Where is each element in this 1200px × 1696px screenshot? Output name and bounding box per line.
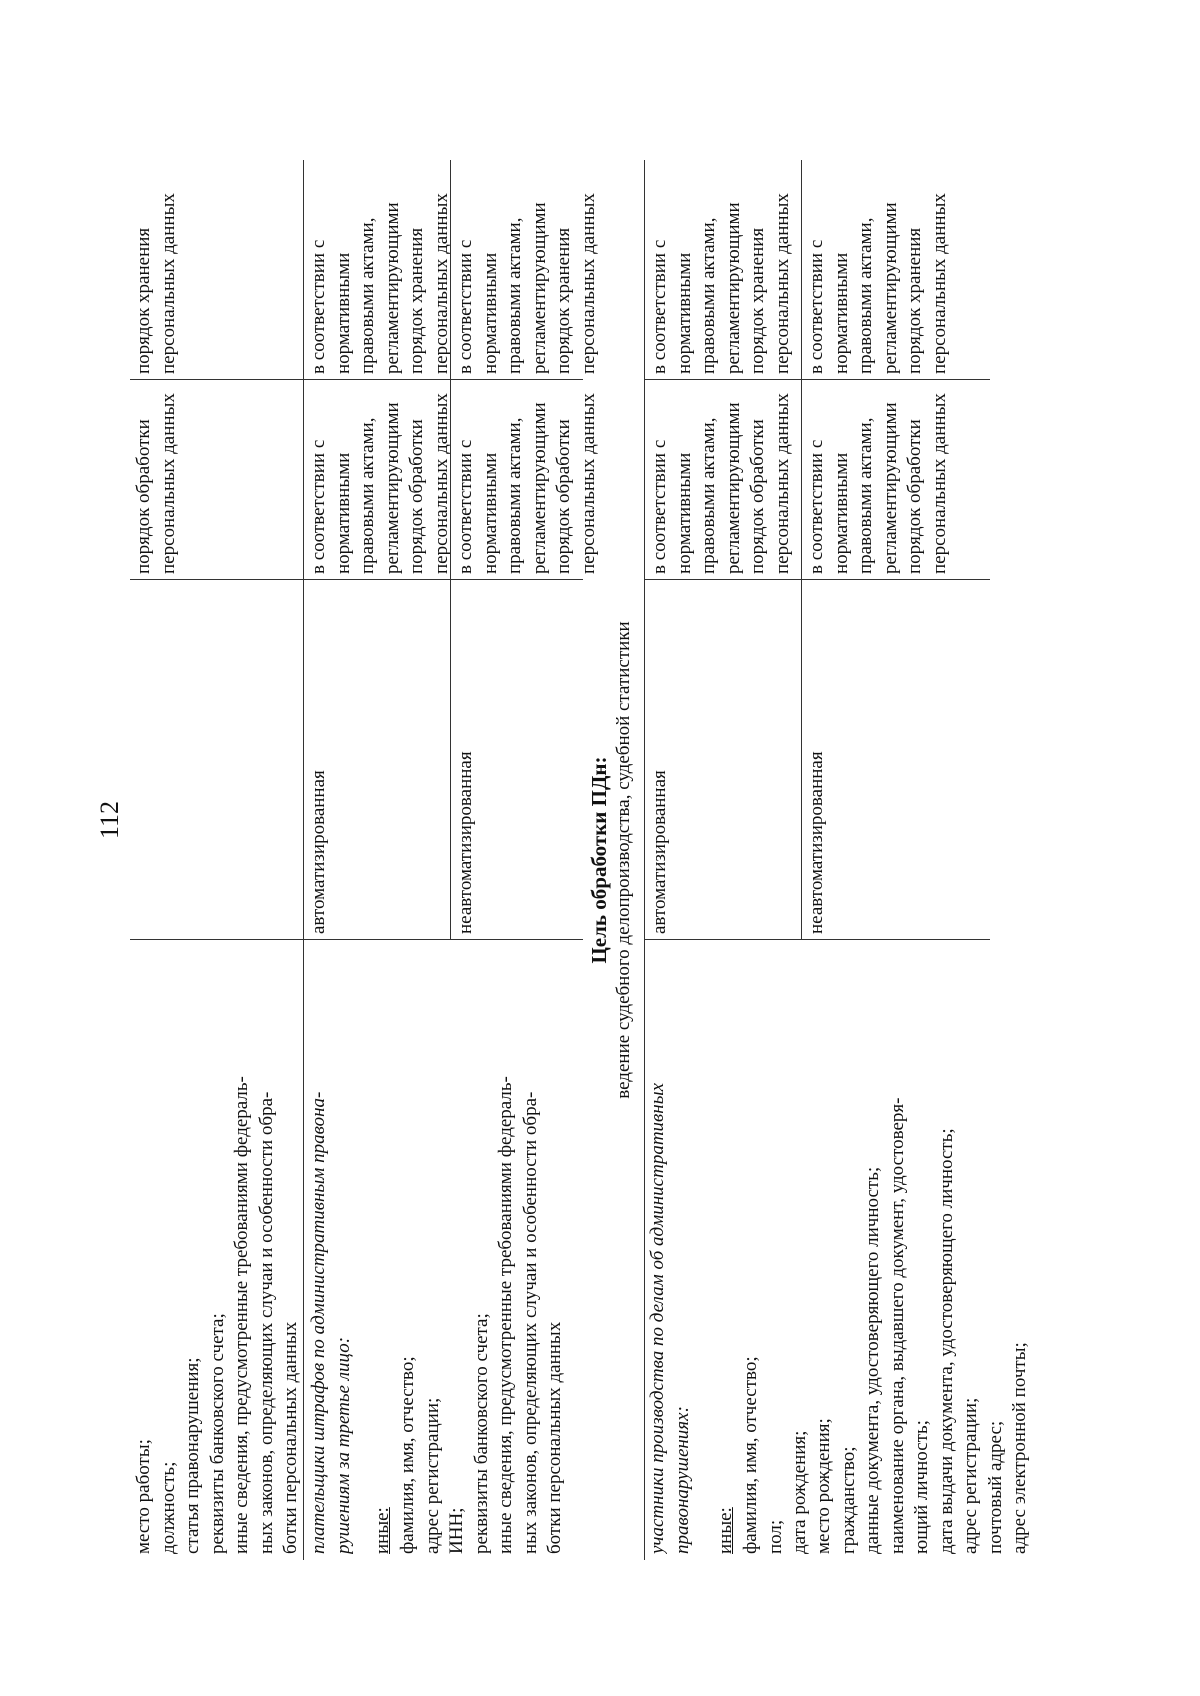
header-line: плательщики штрафов по административным правона- — [308, 1091, 329, 1554]
list-item: ных законов, определяющих случаи и особенности обра- — [255, 1091, 277, 1554]
list-item: дата выдачи документа, удостоверяющего личность; — [935, 1128, 957, 1554]
column-divider — [303, 939, 583, 940]
list-item: пол; — [764, 1519, 786, 1554]
storage-terms — [307, 164, 454, 374]
list-item: данные документа, удостоверяющего личность; — [862, 1166, 883, 1554]
column-divider — [644, 379, 990, 380]
term-line: порядок обработки — [747, 419, 768, 574]
table-block-participants — [644, 160, 1030, 1560]
column-divider — [130, 579, 303, 580]
term-line: в соответствии с — [649, 439, 670, 574]
column-divider — [644, 579, 990, 580]
list-item: фамилия, имя, отчество; — [397, 1356, 418, 1554]
header-line: правонарушениях: — [671, 1406, 693, 1554]
term-line: регламентирующими — [528, 402, 550, 574]
term-line: в соответствии с — [308, 239, 329, 374]
list-item: ботки персональных данных — [544, 1321, 565, 1554]
processing-header — [132, 384, 181, 574]
term-line: нормативными — [479, 452, 501, 574]
processing-purpose — [586, 160, 642, 1560]
term-line: регламентирующими — [879, 202, 901, 374]
term-line: порядок обработки — [904, 419, 925, 574]
term-line: порядок хранения — [406, 227, 427, 374]
processing-terms — [805, 384, 952, 574]
term-line: регламентирующими — [381, 202, 403, 374]
term-line: регламентирующими — [381, 402, 403, 574]
term-line: в соответствии с — [806, 439, 827, 574]
term-line: регламентирующими — [722, 202, 744, 374]
storage-terms — [648, 164, 795, 374]
processing-method: автоматизированная — [308, 770, 329, 934]
row-divider — [303, 160, 304, 1560]
category-list — [132, 944, 304, 1554]
storage-terms — [454, 164, 601, 374]
list-item: адрес регистрации; — [421, 1397, 443, 1554]
term-line: персональных данных — [771, 393, 793, 574]
storage-header — [132, 164, 181, 374]
list-item: почтовый адрес; — [984, 1420, 1006, 1554]
list-item: иные сведения, предусмотренные требованиями федераль- — [231, 1076, 252, 1554]
term-line: порядок хранения — [747, 227, 768, 374]
sub-label: иные: — [715, 1507, 736, 1554]
column-divider — [644, 939, 990, 940]
page-number-text: 112 — [95, 800, 124, 840]
header-line: участники производства по делам об административных — [647, 1082, 668, 1554]
processing-terms — [307, 384, 454, 574]
term-line: регламентирующими — [722, 402, 744, 574]
term-line: нормативными — [479, 252, 501, 374]
term-line: правовыми актами, — [855, 217, 876, 374]
page-number — [95, 790, 125, 850]
term-line: нормативными — [673, 252, 695, 374]
list-item: иные сведения, предусмотренные требованиями федераль- — [495, 1076, 516, 1554]
purpose-title: Цель обработки ПДн: — [587, 756, 611, 964]
term-line: персональных данных — [577, 193, 599, 374]
storage-terms — [805, 164, 952, 374]
list-item: гражданство; — [837, 1446, 859, 1554]
term-line: правовыми актами, — [357, 417, 378, 574]
term-line: в соответствии с — [455, 239, 476, 374]
term-line: правовыми актами, — [855, 417, 876, 574]
term-line: порядок хранения — [553, 227, 574, 374]
term-line: регламентирующими — [879, 402, 901, 574]
subject-category-header — [646, 944, 695, 1554]
row-divider — [450, 160, 451, 940]
list-item: реквизиты банковского счета; — [470, 1313, 492, 1554]
list-item: статья правонарушения; — [182, 1357, 203, 1554]
list-item: место рождения; — [813, 1418, 834, 1554]
header-line: рушениям за третье лицо: — [332, 1336, 354, 1554]
term-line: в соответствии с — [806, 239, 827, 374]
processing-terms — [454, 384, 601, 574]
term-line: персональных данных — [928, 393, 950, 574]
category-list — [396, 944, 445, 1554]
subject-category-header — [307, 944, 356, 1554]
row-divider — [801, 160, 802, 940]
list-item: ных законов, определяющих случаи и особенности обра- — [519, 1091, 541, 1554]
column-divider — [130, 379, 303, 380]
purpose-text: ведение судебного делопроизводства, судебной статистики — [613, 621, 634, 1099]
term-line: нормативными — [830, 252, 852, 374]
term-line: персональных данных — [430, 393, 452, 574]
list-item: наименование органа, выдавшего документ, удостоверя- — [886, 1097, 908, 1554]
processing-method: неавтоматизированная — [806, 751, 827, 934]
header-line: персональных данных — [157, 193, 179, 374]
term-line: правовыми актами, — [698, 217, 719, 374]
category-list — [445, 944, 568, 1554]
term-line: правовыми актами, — [504, 417, 525, 574]
term-line: правовыми актами, — [698, 417, 719, 574]
term-line: порядок хранения — [904, 227, 925, 374]
processing-method: неавтоматизированная — [455, 751, 476, 934]
sub-label: иные: — [372, 1507, 393, 1554]
list-item: ИНН; — [446, 1507, 467, 1554]
header-line: порядок хранения — [133, 227, 154, 374]
term-line: персональных данных — [771, 193, 793, 374]
term-line: персональных данных — [430, 193, 452, 374]
data-table-sheet — [130, 160, 1030, 1560]
list-item: должность; — [157, 1461, 179, 1554]
list-item: адрес регистрации; — [960, 1397, 981, 1554]
list-item: дата рождения; — [789, 1430, 810, 1554]
processing-terms — [648, 384, 795, 574]
term-line: регламентирующими — [528, 202, 550, 374]
term-line: персональных данных — [928, 193, 950, 374]
list-item: реквизиты банковского счета; — [206, 1313, 228, 1554]
list-item: адрес электронной почты; — [1009, 1342, 1030, 1554]
term-line: нормативными — [673, 452, 695, 574]
column-divider — [130, 939, 303, 940]
list-item: фамилия, имя, отчество; — [740, 1356, 761, 1554]
list-item: ботки персональных данных — [280, 1321, 301, 1554]
term-line: нормативными — [332, 252, 354, 374]
list-item: ющий личность; — [911, 1420, 932, 1554]
term-line: правовыми актами, — [357, 217, 378, 374]
term-line: порядок обработки — [553, 419, 574, 574]
term-line: в соответствии с — [455, 439, 476, 574]
term-line: порядок обработки — [406, 419, 427, 574]
column-divider — [303, 579, 583, 580]
category-list — [739, 944, 813, 1554]
term-line: правовыми актами, — [504, 217, 525, 374]
term-line: нормативными — [332, 452, 354, 574]
row-divider — [644, 160, 645, 1560]
processing-method: автоматизированная — [649, 770, 670, 934]
term-line: персональных данных — [577, 393, 599, 574]
list-item: место работы; — [133, 1439, 154, 1554]
table-block-continued — [130, 160, 303, 1560]
header-line: порядок обработки — [133, 419, 154, 574]
term-line: в соответствии с — [308, 439, 329, 574]
column-divider — [303, 379, 583, 380]
header-line: персональных данных — [157, 393, 179, 574]
term-line: нормативными — [830, 452, 852, 574]
term-line: в соответствии с — [649, 239, 670, 374]
category-list — [812, 944, 1033, 1554]
